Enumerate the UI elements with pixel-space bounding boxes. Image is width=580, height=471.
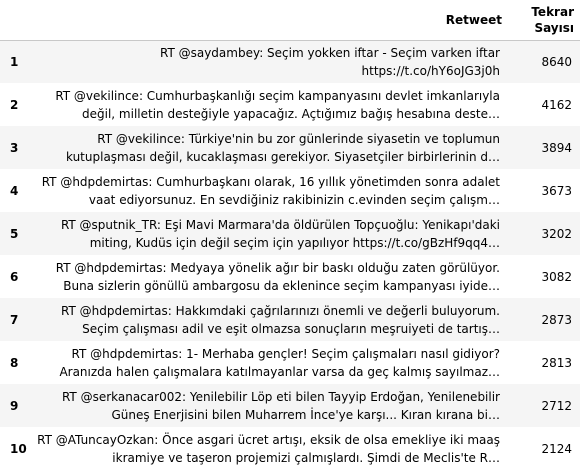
retweet-text: RT @hdpdemirtas: Medyaya yönelik ağır bir baskı olduğu zaten görülüyor. Buna sizlerin gönüllü ambargosu da eklenince seçim kampanyası iyide… <box>55 260 500 293</box>
row-index: 7 <box>10 312 19 327</box>
table-row <box>0 384 580 427</box>
row-index: 4 <box>10 183 19 198</box>
table-row <box>0 427 580 470</box>
retweet-text: RT @vekilince: Cumhurbaşkanlığı seçim kampanyasını devlet imkanlarıyla değil, milletin desteğiyle yapacağız. Açtığımız bağış hesabına deste… <box>55 88 500 121</box>
table-body <box>0 40 580 470</box>
table-row <box>0 212 580 255</box>
retweet-text: RT @vekilince: Türkiye'nin bu zor günlerinde siyasetin ve toplumun kutuplaşması değil, kucaklaşması gerekiyor. Siyasetçiler birbirlerinin d… <box>66 131 500 164</box>
retweet-count: 3894 <box>541 140 572 155</box>
retweet-count: 3673 <box>541 183 572 198</box>
count-header-line1: Tekrar <box>531 4 574 19</box>
count-header <box>506 0 580 40</box>
retweet-text: RT @hdpdemirtas: Cumhurbaşkanı olarak, 16 yıllık yönetimden sonra adalet vaat ediyorsunuz. En sevdiğiniz rakibinizin c.evinden seçim çalışm… <box>41 174 500 207</box>
retweet-text: RT @serkanacar002: Yenilebilir Löp eti bilen Tayyip Erdoğan, Yenilenebilir Güneş Enerjisini bilen Muharrem İnce'ye karşı... Kıran kırana bi… <box>61 389 500 422</box>
row-index: 2 <box>10 97 19 112</box>
retweet-text: RT @sputnik_TR: Eşi Mavi Marmara'da öldürülen Topçuoğlu: Yenikapı'daki miting, Kudüs için değil seçim için yapılıyor https://t.co/gBzHf9qq4… <box>60 217 500 250</box>
table-row <box>0 83 580 126</box>
retweet-count: 2813 <box>541 355 572 370</box>
table-row <box>0 298 580 341</box>
retweet-text: RT @hdpdemirtas: 1- Merhaba gençler! Seçim çalışmaları nasıl gidiyor? Aranızda halen çalışmalara katılmayanlar varsa da geç kalmış sayılmaz… <box>59 346 500 379</box>
row-index: 3 <box>10 140 19 155</box>
row-index: 6 <box>10 269 19 284</box>
retweet-count: 3202 <box>541 226 572 241</box>
retweet-header: Retweet <box>28 0 506 40</box>
retweet-text: RT @saydambey: Seçim yokken iftar - Seçim varken iftar https://t.co/hY6oJG3j0h <box>159 45 500 78</box>
retweet-text: RT @hdpdemirtas: Hakkımdaki çağrılarınızı önemli ve değerli buluyorum. Seçim çalışması adil ve eşit olmazsa sonuçların meşruiyeti de tartış… <box>61 303 500 336</box>
row-index: 1 <box>10 54 19 69</box>
retweet-count: 8640 <box>541 54 572 69</box>
retweet-count: 2124 <box>541 441 572 456</box>
table-row <box>0 40 580 83</box>
table-row <box>0 255 580 298</box>
table-row <box>0 126 580 169</box>
table-row <box>0 169 580 212</box>
retweet-count: 4162 <box>541 97 572 112</box>
header-row <box>0 0 580 40</box>
retweet-count: 2873 <box>541 312 572 327</box>
count-header-line2: Sayısı <box>534 20 574 35</box>
table-row <box>0 341 580 384</box>
row-index: 8 <box>10 355 19 370</box>
table-header <box>0 0 580 40</box>
row-index: 10 <box>10 441 27 456</box>
row-index: 9 <box>10 398 19 413</box>
retweet-text: RT @ATuncayOzkan: Önce asgari ücret artışı, eksik de olsa emekliye iki maaş ikramiye ve taşeron projemizi çalmışlardı. Şimdi de Meclis'te R… <box>37 432 500 465</box>
index-header <box>0 0 28 40</box>
row-index: 5 <box>10 226 19 241</box>
retweet-count: 3082 <box>541 269 572 284</box>
retweet-count: 2712 <box>541 398 572 413</box>
